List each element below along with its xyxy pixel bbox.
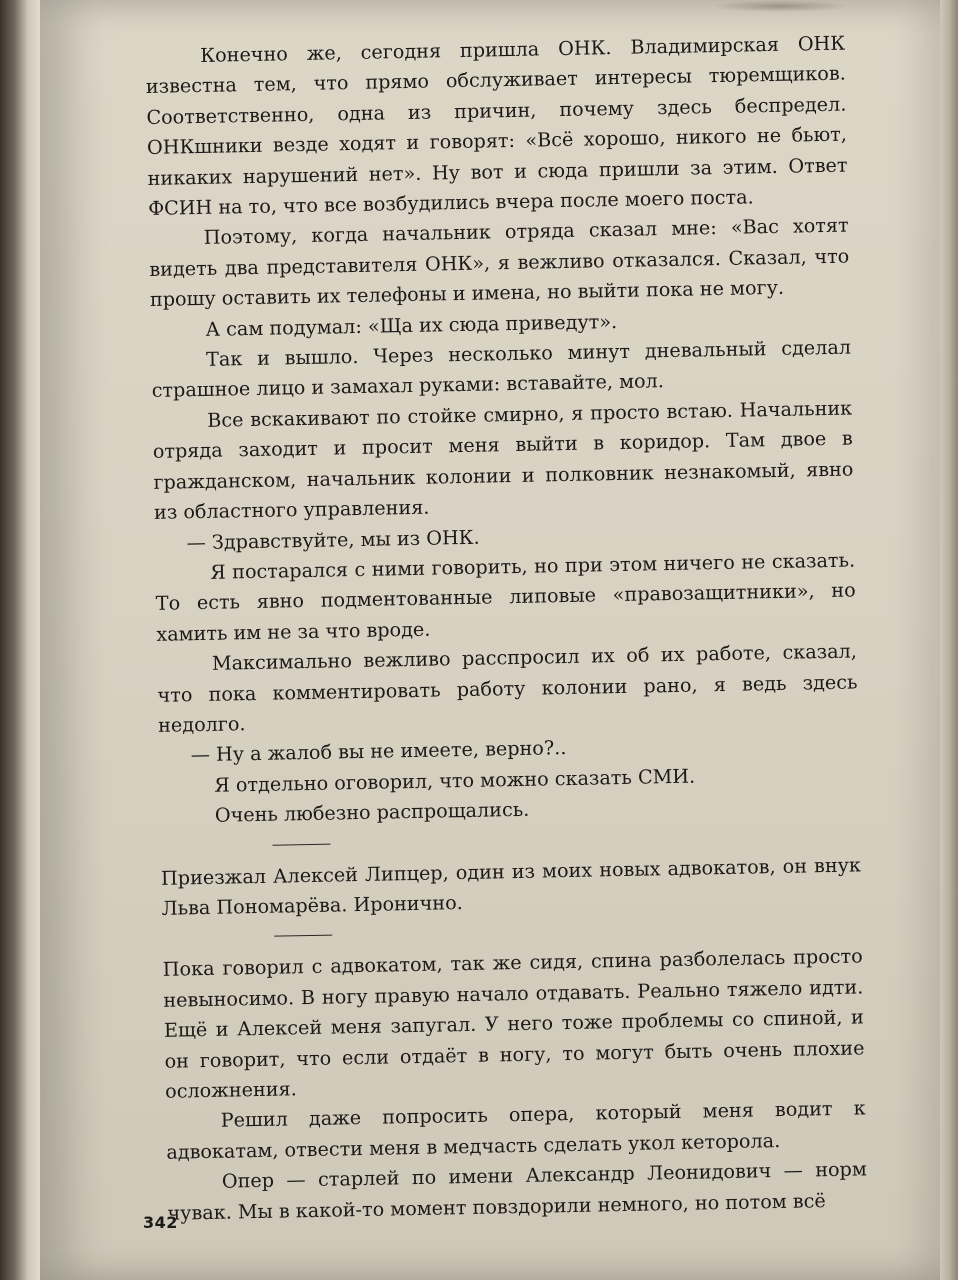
paragraph: Так и вышло. Через несколько минут дневальный сделал страшное лицо и замахал руками: вставайте, мол. xyxy=(151,335,852,403)
paragraph: Максимально вежливо расспросил их об их работе, сказал, что пока комментировать работу колонии рано, я ведь здесь недолго. xyxy=(157,639,858,737)
page-text xyxy=(145,29,868,1229)
dialogue-line: — Здравствуйте, мы из ОНК. xyxy=(186,525,480,554)
paragraph: Конечно же, сегодня пришла ОНК. Владимирская ОНК известна тем, что прямо обслуживает интересы тюремщиков. Соответственно, одна из причин, почему здесь беспредел. ОНКшники везде ходят и говорят: «Всё хорошо, никого не бьют, никаких нарушений нет». Ну вот и сюда пришли за этим. Ответ ФСИН на то, что все возбудились вчера после моего поста. xyxy=(145,31,848,220)
page-stack-edge xyxy=(940,0,958,1280)
paragraph: Я отдельно оговорил, что можно сказать СМИ. xyxy=(214,764,696,797)
paragraph: Опер — старлей по имени Александр Леонидович — норм чувак. Мы в какой-то момент повздорили немного, но потом всё xyxy=(167,1157,867,1225)
paragraph: Я постарался с ними говорить, но при этом ничего не сказать. То есть явно подментованные липовые «правозащитники», но хамить им не за что вроде. xyxy=(155,548,856,646)
dialogue-line: — Ну а жалоб вы не имеете, верно?.. xyxy=(190,736,567,767)
paragraph: Решил даже попросить опера, который меня водит к адвокатам, отвести меня в медчасть сделать укол кеторола. xyxy=(166,1096,866,1164)
section-divider xyxy=(272,843,330,845)
paragraph: Поэтому, когда начальник отряда сказал мне: «Вас хотят видеть два представителя ОНК», я вежливо отказался. Сказал, что прошу оставить их телефоны и имена, но выйти пока не могу. xyxy=(149,213,850,312)
paragraph: Пока говорил с адвокатом, так же сидя, спина разболелась просто невыносимо. В ногу правую начало отдавать. Реально тяжело идти. Ещё и Алексей меня запугал. У него тоже проблемы со спиной, и он говорит, что если отдаёт в ногу, то могут быть очень плохие осложнения. xyxy=(162,944,865,1103)
paragraph: Все вскакивают по стойке смирно, я просто встаю. Начальник отряда заходит и просит меня выйти в коридор. Там двое в гражданском, начальник колонии и полковник незнакомый, явно из областного управления. xyxy=(152,396,854,525)
page-number: 342 xyxy=(143,1213,178,1232)
paragraph: Приезжал Алексей Липцер, один из моих новых адвокатов, он внук Льва Пономарёва. Иронично. xyxy=(160,852,862,920)
paragraph: А сам подумал: «Ща их сюда приведут». xyxy=(205,309,618,341)
paragraph: Очень любезно распрощались. xyxy=(214,797,530,827)
section-divider xyxy=(274,935,332,937)
book-spine-edge xyxy=(0,0,40,1280)
finger-shadow xyxy=(710,0,850,12)
